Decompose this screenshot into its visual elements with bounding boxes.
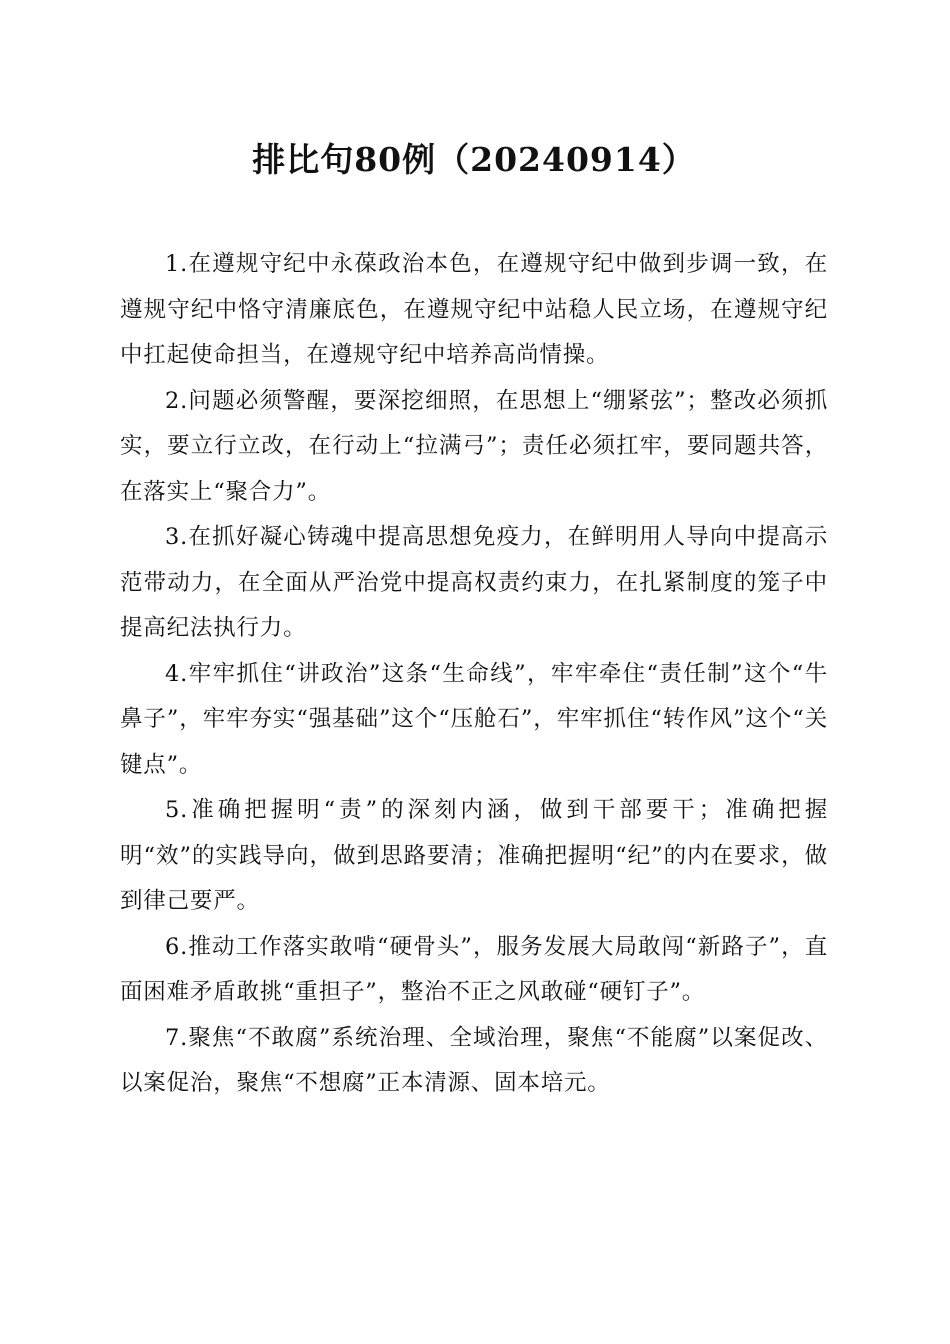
document-title: 排比句80例（20240914） xyxy=(252,140,696,179)
paragraph-5: 5.准确把握明“责”的深刻内涵，做到干部要干；准确把握明“效”的实践导向，做到思路要清；准确把握明“纪”的内在要求，做到律己要严。 xyxy=(120,797,828,914)
paragraph-3: 3.在抓好凝心铸魂中提高思想免疫力，在鲜明用人导向中提高示范带动力，在全面从严治党中提高权责约束力，在扎紧制度的笼子中提高纪法执行力。 xyxy=(120,524,828,641)
paragraph-2: 2.问题必须警醒，要深挖细照，在思想上“绷紧弦”；整改必须抓实，要立行立改，在行动上“拉满弓”；责任必须扛牢，要同题共答，在落实上“聚合力”。 xyxy=(120,387,828,505)
paragraph-7: 7.聚焦“不敢腐”系统治理、全域治理，聚焦“不能腐”以案促改、以案促治，聚焦“不想腐”正本清源、固本培元。 xyxy=(120,1024,828,1096)
paragraph-6: 6.推动工作落实敢啃“硬骨头”，服务发展大局敢闯“新路子”，直面困难矛盾敢挑“重担子”，整治不正之风敢碰“硬钉子”。 xyxy=(120,933,828,1005)
paragraph-4: 4.牢牢抓住“讲政治”这条“生命线”，牢牢牵住“责任制”这个“牛鼻子”，牢牢夯实“强基础”这个“压舱石”，牢牢抓住“转作风”这个“关键点”。 xyxy=(120,660,828,778)
document-body xyxy=(120,242,828,1107)
paragraph-1: 1.在遵规守纪中永葆政治本色，在遵规守纪中做到步调一致，在遵规守纪中恪守清廉底色，在遵规守纪中站稳人民立场，在遵规守纪中扛起使命担当，在遵规守纪中培养高尚情操。 xyxy=(120,251,828,368)
